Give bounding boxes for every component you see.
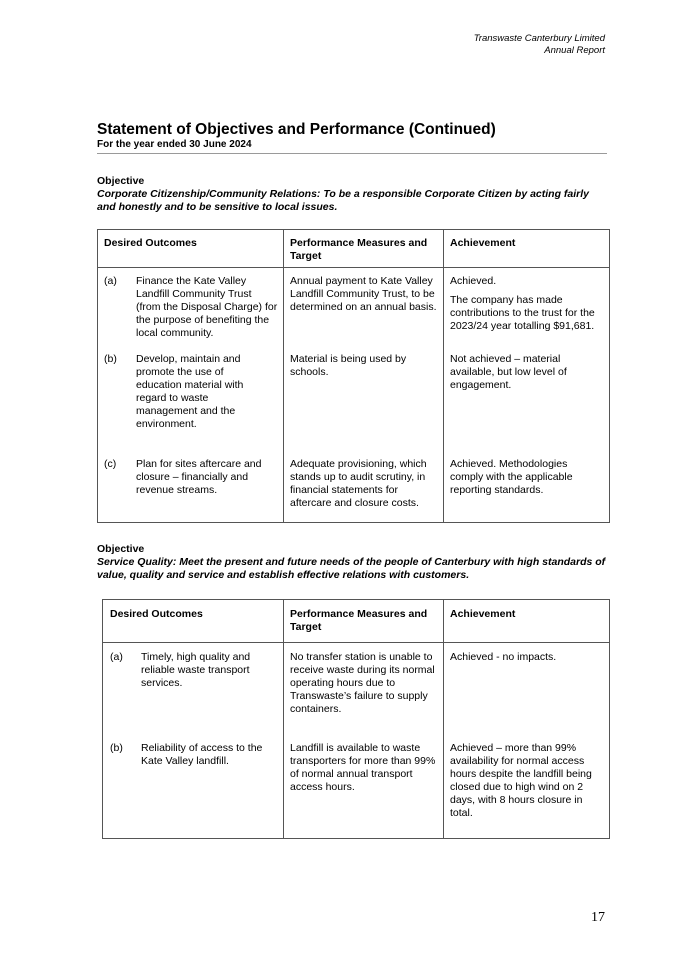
- page-number: 17: [591, 910, 605, 925]
- row-label: (c): [104, 458, 117, 470]
- header-divider: [98, 267, 609, 268]
- performance-measure: Material is being used by schools.: [290, 353, 407, 378]
- performance-measure: Annual payment to Kate Valley Landfill Community Trust, to be determined on an annual basis.: [290, 275, 437, 313]
- desired-outcome: Plan for sites aftercare and closure – financially and revenue streams.: [136, 458, 262, 496]
- desired-outcome: Finance the Kate Valley Landfill Community Trust (from the Disposal Charge) for the purpose of benefiting the local community.: [136, 275, 278, 339]
- column-divider: [283, 230, 284, 522]
- achievement: Achieved.: [450, 275, 497, 287]
- achievement: Not achieved – material available, but low level of engagement.: [450, 353, 567, 391]
- objective-description: Service Quality: Meet the present and future needs of the people of Canterbury with high standards of value, quality and service and establish effective relations with customers.: [97, 556, 606, 581]
- column-header-measures: Performance Measures and Target: [290, 237, 428, 262]
- column-header-measures: Performance Measures and Target: [290, 608, 428, 633]
- desired-outcome: Develop, maintain and promote the use of education material with regard to waste management and the environment.: [136, 353, 244, 430]
- performance-measure: No transfer station is unable to receive waste during its normal operating hours due to Transwaste’s failure to supply containers.: [290, 651, 435, 715]
- report-header: [474, 33, 605, 57]
- page-title: Statement of Objectives and Performance (Continued): [97, 121, 496, 138]
- objective-section-2: [97, 543, 609, 582]
- column-divider: [283, 600, 284, 838]
- performance-measure: Adequate provisioning, which stands up to audit scrutiny, in financial statements for aftercare and closure costs.: [290, 458, 427, 509]
- row-label: (a): [110, 651, 123, 663]
- objectives-table-2: [102, 599, 610, 839]
- row-label: (b): [110, 742, 123, 754]
- row-label: (b): [104, 353, 117, 365]
- desired-outcome: Reliability of access to the Kate Valley landfill.: [141, 742, 263, 767]
- achievement: Achieved – more than 99% availability for normal access hours despite the landfill being closed due to high wind on 2 days, with 8 hours closure in total.: [450, 742, 592, 819]
- header-divider: [103, 642, 609, 643]
- objectives-table-1: [97, 229, 610, 523]
- objective-section-1: [97, 175, 609, 214]
- column-header-outcomes: Desired Outcomes: [104, 237, 197, 249]
- column-header-outcomes: Desired Outcomes: [110, 608, 203, 620]
- column-divider: [443, 600, 444, 838]
- desired-outcome: Timely, high quality and reliable waste transport services.: [141, 651, 251, 689]
- report-name: Annual Report: [544, 45, 605, 56]
- title-divider: [97, 153, 607, 154]
- row-label: (a): [104, 275, 117, 287]
- column-divider: [443, 230, 444, 522]
- company-name: Transwaste Canterbury Limited: [473, 33, 605, 44]
- achievement-detail: The company has made contributions to the trust for the 2023/24 year totalling $91,681.: [450, 294, 595, 332]
- objective-description: Corporate Citizenship/Community Relations: To be a responsible Corporate Citizen by acting fairly and honestly and to be sensitive to local issues.: [97, 188, 590, 213]
- column-header-achievement: Achievement: [450, 237, 516, 249]
- performance-measure: Landfill is available to waste transporters for more than 99% of normal annual transport access hours.: [290, 742, 436, 793]
- page-subtitle: For the year ended 30 June 2024: [97, 139, 252, 150]
- achievement: Achieved - no impacts.: [450, 651, 557, 663]
- column-header-achievement: Achievement: [450, 608, 516, 620]
- title-block: [97, 120, 607, 154]
- achievement: Achieved. Methodologies comply with the applicable reporting standards.: [450, 458, 573, 496]
- objective-heading: Objective: [97, 175, 145, 187]
- objective-heading: Objective: [97, 543, 145, 555]
